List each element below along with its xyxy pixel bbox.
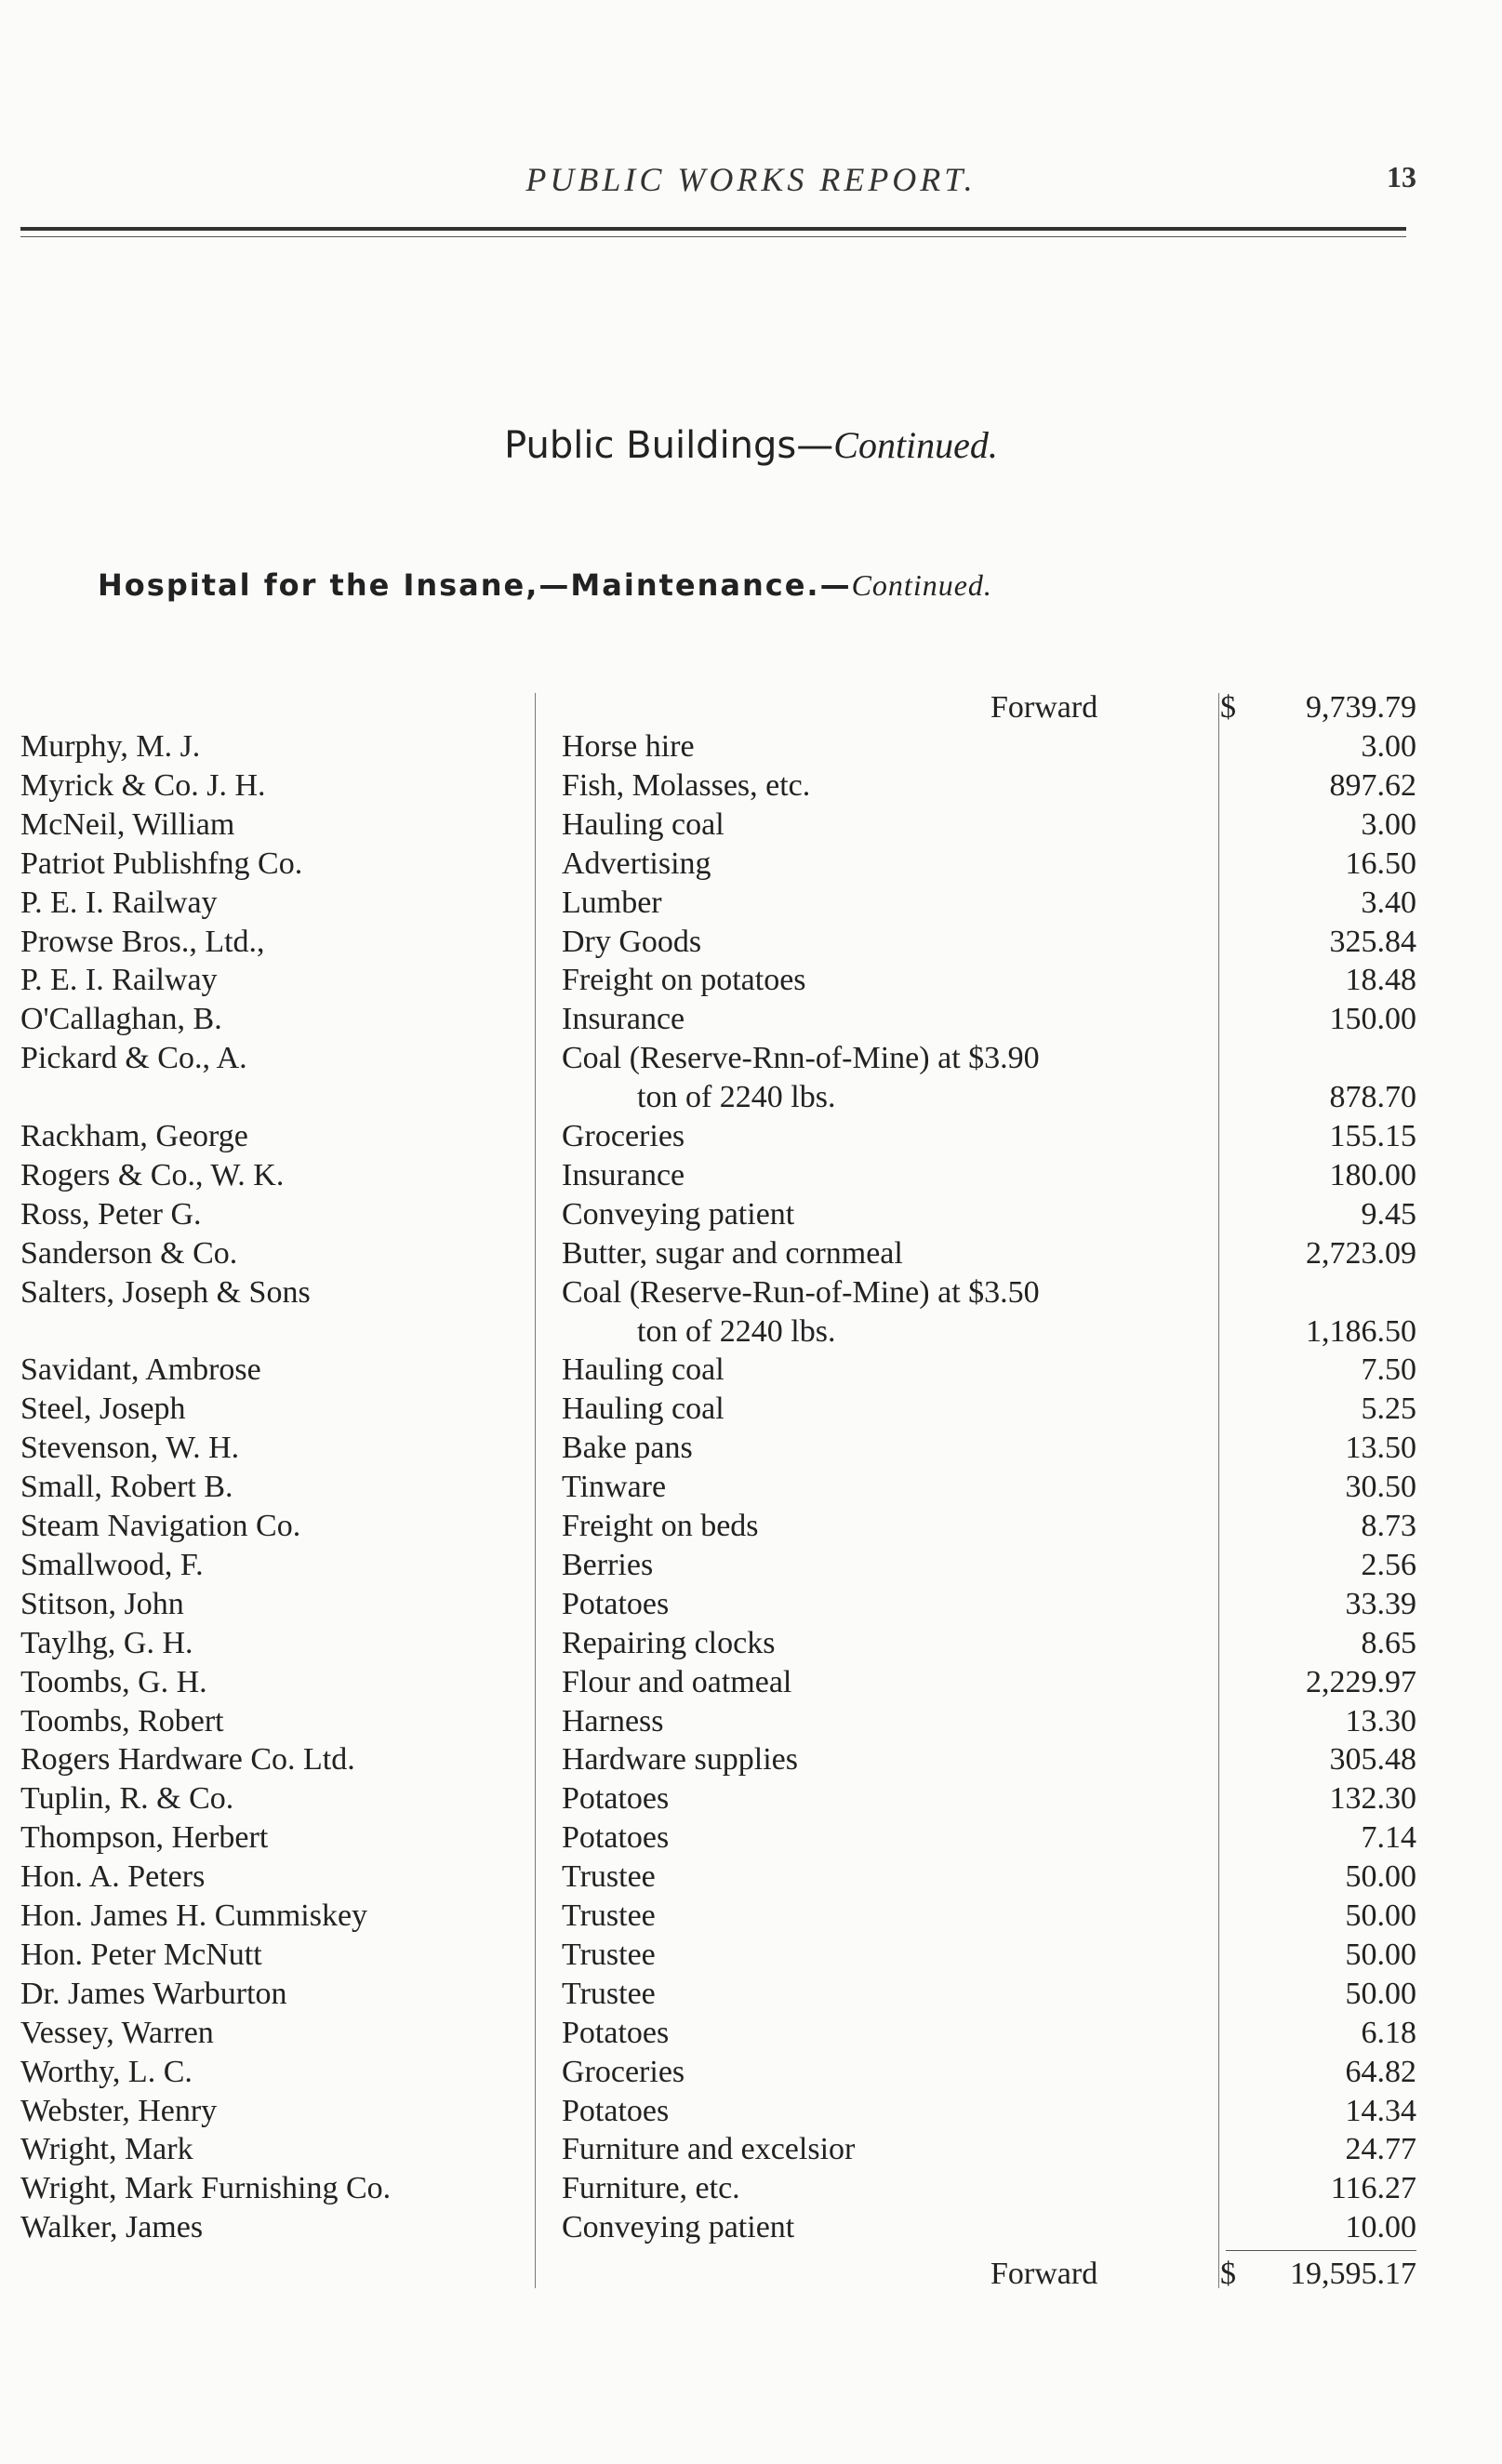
item-amount: 7.14 xyxy=(1361,1820,1416,1855)
payee-name: Vessey, Warren xyxy=(20,2016,214,2050)
payee-name: Rackham, George xyxy=(20,1119,248,1153)
table-row xyxy=(0,1039,1502,1078)
section-title-text: Public Buildings— xyxy=(504,424,834,467)
item-description: Hauling coal xyxy=(562,807,724,842)
item-amount: 16.50 xyxy=(1345,846,1416,881)
payee-name: Small, Robert B. xyxy=(20,1470,233,1504)
item-description: Dry Goods xyxy=(562,925,702,959)
table-row xyxy=(0,1273,1502,1312)
table-row xyxy=(0,1975,1502,2014)
item-description: Potatoes xyxy=(562,2094,670,2128)
item-amount: 897.62 xyxy=(1329,768,1416,803)
payee-name: Dr. James Warburton xyxy=(20,1977,287,2011)
sub-title-text: Hospital for the Insane,—Maintenance.— xyxy=(98,567,852,603)
item-description: Furniture, etc. xyxy=(562,2171,740,2205)
item-description: Freight on beds xyxy=(562,1509,759,1543)
item-description: Butter, sugar and cornmeal xyxy=(562,1236,903,1271)
payee-name: McNeil, William xyxy=(20,807,235,842)
table-row xyxy=(0,2092,1502,2131)
item-description: Advertising xyxy=(562,846,711,881)
item-description: Conveying patient xyxy=(562,1197,795,1232)
item-amount: 13.30 xyxy=(1345,1704,1416,1738)
sub-title xyxy=(98,567,992,603)
item-description: Conveying patient xyxy=(562,2210,795,2244)
payee-name: Toombs, Robert xyxy=(20,1704,224,1738)
item-description: Tinware xyxy=(562,1470,667,1504)
table-row xyxy=(0,1936,1502,1975)
table-row xyxy=(0,1156,1502,1195)
item-amount: 878.70 xyxy=(1329,1080,1416,1114)
payee-name: Hon. James H. Cummiskey xyxy=(20,1898,368,1933)
item-description: Coal (Reserve-Rnn-of-Mine) at $3.90 xyxy=(562,1041,1040,1075)
sub-title-continued: Continued. xyxy=(851,568,992,602)
item-amount: 8.65 xyxy=(1361,1626,1416,1660)
item-amount: 50.00 xyxy=(1345,1977,1416,2011)
item-amount: 1,186.50 xyxy=(1306,1314,1416,1349)
payee-name: Myrick & Co. J. H. xyxy=(20,768,266,803)
table-row xyxy=(0,1585,1502,1624)
forward-label: Forward xyxy=(990,690,1098,725)
table-row xyxy=(0,727,1502,766)
table-row xyxy=(0,845,1502,884)
item-amount: 132.30 xyxy=(1329,1781,1416,1816)
payee-name: P. E. I. Railway xyxy=(20,886,218,920)
item-amount: 50.00 xyxy=(1345,1898,1416,1933)
item-description: Hauling coal xyxy=(562,1392,724,1426)
payee-name: Pickard & Co., A. xyxy=(20,1041,247,1075)
item-description: Trustee xyxy=(562,1938,656,1972)
table-row xyxy=(0,2053,1502,2092)
item-description: Fish, Molasses, etc. xyxy=(562,768,811,803)
item-amount: 3.00 xyxy=(1361,807,1416,842)
item-amount: 10.00 xyxy=(1345,2210,1416,2244)
payee-name: Rogers Hardware Co. Ltd. xyxy=(20,1742,355,1777)
payee-name: Walker, James xyxy=(20,2210,204,2244)
item-description: Trustee xyxy=(562,1859,656,1894)
item-description: Bake pans xyxy=(562,1431,693,1465)
page-header xyxy=(0,160,1502,206)
payee-name: Hon. A. Peters xyxy=(20,1859,206,1894)
table-row xyxy=(0,1234,1502,1273)
table-row xyxy=(0,1429,1502,1468)
payee-name: Worthy, L. C. xyxy=(20,2055,193,2089)
header-rule xyxy=(20,227,1406,231)
payee-name: Sanderson & Co. xyxy=(20,1236,238,1271)
item-description: Coal (Reserve-Run-of-Mine) at $3.50 xyxy=(562,1275,1040,1310)
item-description: Flour and oatmeal xyxy=(562,1665,792,1699)
payee-name: Rogers & Co., W. K. xyxy=(20,1158,285,1192)
item-description: Furniture and excelsior xyxy=(562,2132,856,2166)
item-description: Potatoes xyxy=(562,1781,670,1816)
table-row xyxy=(0,1000,1502,1039)
section-title xyxy=(0,423,1502,467)
item-description: Groceries xyxy=(562,1119,685,1153)
table-row xyxy=(0,2130,1502,2169)
forward-label: Forward xyxy=(990,2257,1098,2291)
item-amount: 33.39 xyxy=(1345,1587,1416,1621)
item-description: Potatoes xyxy=(562,1587,670,1621)
payee-name: Murphy, M. J. xyxy=(20,729,201,764)
item-description: Insurance xyxy=(562,1002,685,1036)
payee-name: O'Callaghan, B. xyxy=(20,1002,222,1036)
table-row xyxy=(0,1858,1502,1897)
payee-name: Steel, Joseph xyxy=(20,1392,186,1426)
item-amount: 8.73 xyxy=(1361,1509,1416,1543)
payee-name: Stevenson, W. H. xyxy=(20,1431,240,1465)
table-row xyxy=(0,766,1502,806)
item-amount: 150.00 xyxy=(1329,1002,1416,1036)
item-amount: 2.56 xyxy=(1361,1548,1416,1582)
table-row xyxy=(0,2014,1502,2053)
table-row xyxy=(0,1351,1502,1390)
table-row xyxy=(0,1740,1502,1779)
item-description: Trustee xyxy=(562,1977,656,2011)
item-amount: 155.15 xyxy=(1329,1119,1416,1153)
payee-name: Wright, Mark Furnishing Co. xyxy=(20,2171,392,2205)
payee-name: Webster, Henry xyxy=(20,2094,218,2128)
payee-name: Hon. Peter McNutt xyxy=(20,1938,262,1972)
currency-sign: $ xyxy=(1220,690,1236,725)
payee-name: Toombs, G. H. xyxy=(20,1665,207,1699)
item-amount: 2,229.97 xyxy=(1306,1665,1416,1699)
item-amount: 18.48 xyxy=(1345,963,1416,997)
item-amount: 116.27 xyxy=(1330,2171,1416,2205)
page-number: 13 xyxy=(1387,160,1416,193)
item-description-continued: ton of 2240 lbs. xyxy=(637,1080,836,1114)
item-description: Potatoes xyxy=(562,2016,670,2050)
table-row xyxy=(0,1624,1502,1663)
item-amount: 64.82 xyxy=(1345,2055,1416,2089)
item-amount: 30.50 xyxy=(1345,1470,1416,1504)
item-amount: 3.00 xyxy=(1361,729,1416,764)
payee-name: Smallwood, F. xyxy=(20,1548,204,1582)
item-amount: 7.50 xyxy=(1361,1352,1416,1387)
table-row xyxy=(0,806,1502,845)
payee-name: Wright, Mark xyxy=(20,2132,193,2166)
payee-name: Taylhg, G. H. xyxy=(20,1626,193,1660)
table-row xyxy=(0,884,1502,923)
item-amount: 24.77 xyxy=(1345,2132,1416,2166)
forward-amount: 9,739.79 xyxy=(1306,690,1416,725)
item-amount: 3.40 xyxy=(1361,886,1416,920)
forward-bottom-row xyxy=(0,2255,1502,2294)
item-amount: 305.48 xyxy=(1329,1742,1416,1777)
currency-sign: $ xyxy=(1220,2257,1236,2291)
payee-name: Stitson, John xyxy=(20,1587,184,1621)
item-description: Insurance xyxy=(562,1158,685,1192)
item-amount: 50.00 xyxy=(1345,1938,1416,1972)
payee-name: P. E. I. Railway xyxy=(20,963,218,997)
item-amount: 325.84 xyxy=(1329,925,1416,959)
running-title: PUBLIC WORKS REPORT. xyxy=(525,161,977,198)
table-row xyxy=(0,1779,1502,1818)
payee-name: Salters, Joseph & Sons xyxy=(20,1275,311,1310)
table-row xyxy=(0,1663,1502,1702)
item-amount: 6.18 xyxy=(1361,2016,1416,2050)
item-description: Horse hire xyxy=(562,729,695,764)
item-description-continued: ton of 2240 lbs. xyxy=(637,1314,836,1349)
item-description: Berries xyxy=(562,1548,654,1582)
table-row-continued xyxy=(0,1078,1502,1117)
table-row xyxy=(0,1546,1502,1585)
table-row xyxy=(0,1390,1502,1429)
item-description: Freight on potatoes xyxy=(562,963,806,997)
table-row xyxy=(0,1117,1502,1156)
item-amount: 13.50 xyxy=(1345,1431,1416,1465)
item-description: Harness xyxy=(562,1704,664,1738)
table-row xyxy=(0,1897,1502,1936)
forward-top-row xyxy=(0,688,1502,727)
table-row-continued xyxy=(0,1312,1502,1352)
item-description: Lumber xyxy=(562,886,662,920)
item-amount: 2,723.09 xyxy=(1306,1236,1416,1271)
payee-name: Thompson, Herbert xyxy=(20,1820,269,1855)
header-rule-thin xyxy=(20,236,1406,237)
payee-name: Patriot Publishfng Co. xyxy=(20,846,303,881)
table-row xyxy=(0,1702,1502,1741)
payee-name: Savidant, Ambrose xyxy=(20,1352,261,1387)
item-amount: 50.00 xyxy=(1345,1859,1416,1894)
table-row xyxy=(0,923,1502,962)
table-row xyxy=(0,2169,1502,2208)
table-row xyxy=(0,1195,1502,1234)
table-row xyxy=(0,1468,1502,1507)
table-row xyxy=(0,1507,1502,1546)
item-description: Potatoes xyxy=(562,1820,670,1855)
forward-total-amount: 19,595.17 xyxy=(1290,2257,1416,2291)
item-description: Groceries xyxy=(562,2055,685,2089)
payee-name: Steam Navigation Co. xyxy=(20,1509,301,1543)
table-row xyxy=(0,961,1502,1000)
table-row xyxy=(0,2208,1502,2247)
item-amount: 180.00 xyxy=(1329,1158,1416,1192)
item-description: Hardware supplies xyxy=(562,1742,798,1777)
total-rule xyxy=(1226,2250,1416,2251)
item-amount: 5.25 xyxy=(1361,1392,1416,1426)
item-description: Hauling coal xyxy=(562,1352,724,1387)
table-row xyxy=(0,1818,1502,1858)
item-description: Repairing clocks xyxy=(562,1626,776,1660)
item-amount: 9.45 xyxy=(1361,1197,1416,1232)
payee-name: Tuplin, R. & Co. xyxy=(20,1781,234,1816)
item-amount: 14.34 xyxy=(1345,2094,1416,2128)
payee-name: Ross, Peter G. xyxy=(20,1197,202,1232)
payee-name: Prowse Bros., Ltd., xyxy=(20,925,265,959)
section-title-continued: Continued. xyxy=(833,424,998,466)
item-description: Trustee xyxy=(562,1898,656,1933)
